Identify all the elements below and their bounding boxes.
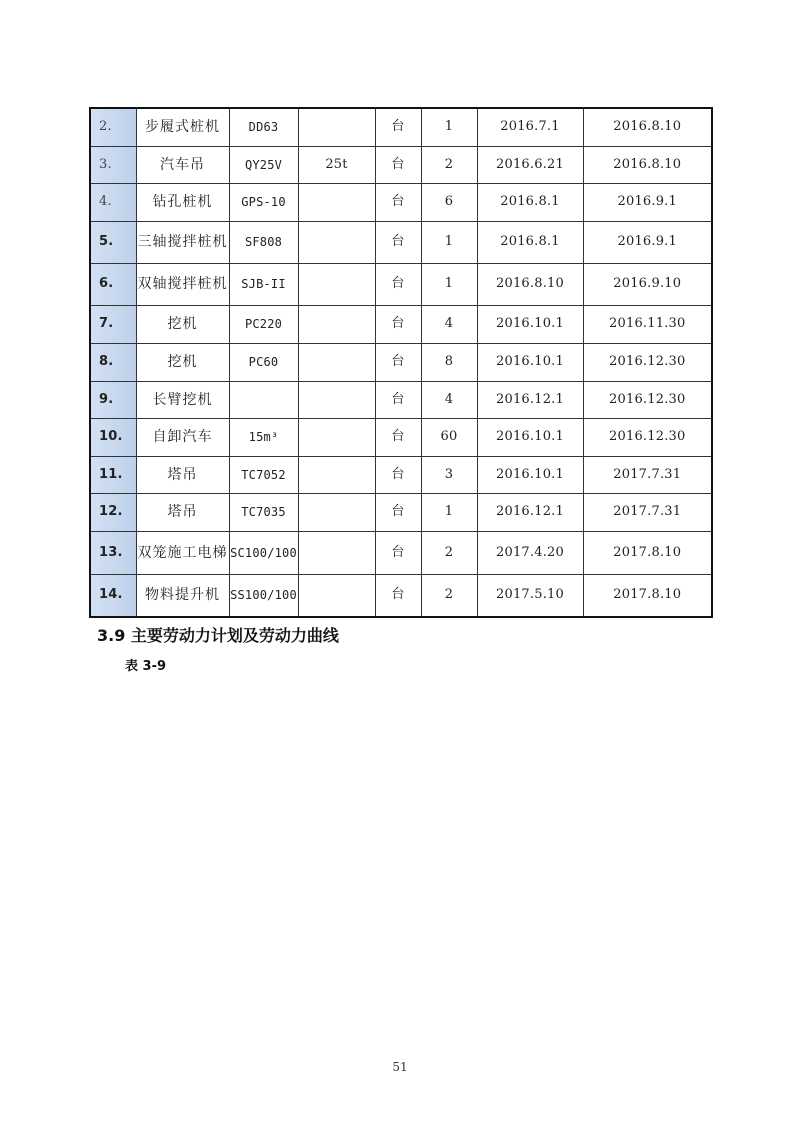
end-date: 2016.12.30: [583, 381, 712, 418]
equipment-qty: 6: [421, 183, 477, 221]
equipment-spec: [298, 183, 375, 221]
page-number: 51: [392, 1060, 408, 1074]
equipment-name: 三轴搅拌桩机: [136, 221, 229, 263]
equipment-model: QY25V: [229, 146, 298, 183]
start-date: 2016.8.1: [477, 221, 583, 263]
equipment-unit: 台: [375, 305, 421, 343]
start-date: 2016.10.1: [477, 305, 583, 343]
table-row: [90, 263, 712, 305]
end-date: 2017.8.10: [583, 574, 712, 617]
start-date: 2016.7.1: [477, 108, 583, 146]
equipment-spec: [298, 221, 375, 263]
start-date: 2016.8.1: [477, 183, 583, 221]
equipment-unit: 台: [375, 418, 421, 456]
equipment-qty: 1: [421, 493, 477, 531]
equipment-name: 塔吊: [136, 493, 229, 531]
equipment-model: SS100/100: [229, 574, 298, 617]
table-row: [90, 305, 712, 343]
equipment-spec: 25t: [298, 146, 375, 183]
row-number: 5.: [90, 221, 136, 263]
table-body: [90, 108, 712, 617]
start-date: 2017.4.20: [477, 531, 583, 574]
equipment-spec: [298, 263, 375, 305]
equipment-name: 汽车吊: [136, 146, 229, 183]
equipment-name: 自卸汽车: [136, 418, 229, 456]
equipment-qty: 4: [421, 381, 477, 418]
table-row: [90, 221, 712, 263]
end-date: 2016.11.30: [583, 305, 712, 343]
equipment-name: 挖机: [136, 305, 229, 343]
equipment-model: TC7035: [229, 493, 298, 531]
end-date: 2016.8.10: [583, 108, 712, 146]
equipment-spec: [298, 381, 375, 418]
equipment-model: GPS-10: [229, 183, 298, 221]
equipment-qty: 2: [421, 146, 477, 183]
equipment-name: 长臂挖机: [136, 381, 229, 418]
equipment-qty: 4: [421, 305, 477, 343]
end-date: 2017.8.10: [583, 531, 712, 574]
equipment-unit: 台: [375, 531, 421, 574]
equipment-model: SC100/100: [229, 531, 298, 574]
equipment-name: 双轴搅拌桩机: [136, 263, 229, 305]
start-date: 2016.10.1: [477, 418, 583, 456]
equipment-spec: [298, 574, 375, 617]
end-date: 2016.12.30: [583, 418, 712, 456]
start-date: 2016.10.1: [477, 343, 583, 381]
equipment-model: PC220: [229, 305, 298, 343]
start-date: 2016.8.10: [477, 263, 583, 305]
table-row: [90, 418, 712, 456]
equipment-name: 步履式桩机: [136, 108, 229, 146]
equipment-spec: [298, 343, 375, 381]
row-number: 11.: [90, 456, 136, 493]
equipment-name: 钻孔桩机: [136, 183, 229, 221]
end-date: 2017.7.31: [583, 493, 712, 531]
equipment-qty: 1: [421, 108, 477, 146]
row-number: 8.: [90, 343, 136, 381]
equipment-qty: 1: [421, 221, 477, 263]
equipment-model: SJB-II: [229, 263, 298, 305]
row-number: 2.: [90, 108, 136, 146]
equipment-table: [89, 107, 713, 618]
table-row: [90, 108, 712, 146]
equipment-qty: 60: [421, 418, 477, 456]
equipment-spec: [298, 108, 375, 146]
equipment-model: 15m³: [229, 418, 298, 456]
end-date: 2017.7.31: [583, 456, 712, 493]
equipment-unit: 台: [375, 381, 421, 418]
row-number: 7.: [90, 305, 136, 343]
end-date: 2016.9.1: [583, 221, 712, 263]
end-date: 2016.12.30: [583, 343, 712, 381]
equipment-model: [229, 381, 298, 418]
equipment-unit: 台: [375, 493, 421, 531]
equipment-qty: 2: [421, 574, 477, 617]
row-number: 3.: [90, 146, 136, 183]
equipment-qty: 8: [421, 343, 477, 381]
row-number: 6.: [90, 263, 136, 305]
equipment-name: 双笼施工电梯: [136, 531, 229, 574]
equipment-name: 挖机: [136, 343, 229, 381]
table-caption: 表 3-9: [125, 659, 167, 674]
equipment-name: 物料提升机: [136, 574, 229, 617]
equipment-unit: 台: [375, 146, 421, 183]
row-number: 13.: [90, 531, 136, 574]
end-date: 2016.9.10: [583, 263, 712, 305]
row-number: 14.: [90, 574, 136, 617]
equipment-unit: 台: [375, 263, 421, 305]
equipment-qty: 1: [421, 263, 477, 305]
equipment-unit: 台: [375, 108, 421, 146]
table-row: [90, 493, 712, 531]
section-heading: 3.9 主要劳动力计划及劳动力曲线: [97, 626, 339, 645]
equipment-unit: 台: [375, 221, 421, 263]
equipment-unit: 台: [375, 183, 421, 221]
equipment-model: SF808: [229, 221, 298, 263]
table-row: [90, 183, 712, 221]
table-row: [90, 146, 712, 183]
table-row: [90, 381, 712, 418]
row-number: 10.: [90, 418, 136, 456]
end-date: 2016.8.10: [583, 146, 712, 183]
equipment-unit: 台: [375, 574, 421, 617]
equipment-spec: [298, 418, 375, 456]
equipment-unit: 台: [375, 456, 421, 493]
equipment-name: 塔吊: [136, 456, 229, 493]
equipment-spec: [298, 456, 375, 493]
equipment-model: PC60: [229, 343, 298, 381]
row-number: 4.: [90, 183, 136, 221]
equipment-spec: [298, 493, 375, 531]
start-date: 2016.12.1: [477, 381, 583, 418]
end-date: 2016.9.1: [583, 183, 712, 221]
equipment-spec: [298, 305, 375, 343]
start-date: 2016.6.21: [477, 146, 583, 183]
table-row: [90, 456, 712, 493]
start-date: 2016.12.1: [477, 493, 583, 531]
table-row: [90, 343, 712, 381]
equipment-qty: 3: [421, 456, 477, 493]
equipment-model: TC7052: [229, 456, 298, 493]
row-number: 12.: [90, 493, 136, 531]
start-date: 2016.10.1: [477, 456, 583, 493]
table-row: [90, 531, 712, 574]
equipment-qty: 2: [421, 531, 477, 574]
equipment-unit: 台: [375, 343, 421, 381]
table-row: [90, 574, 712, 617]
row-number: 9.: [90, 381, 136, 418]
start-date: 2017.5.10: [477, 574, 583, 617]
equipment-model: DD63: [229, 108, 298, 146]
equipment-spec: [298, 531, 375, 574]
